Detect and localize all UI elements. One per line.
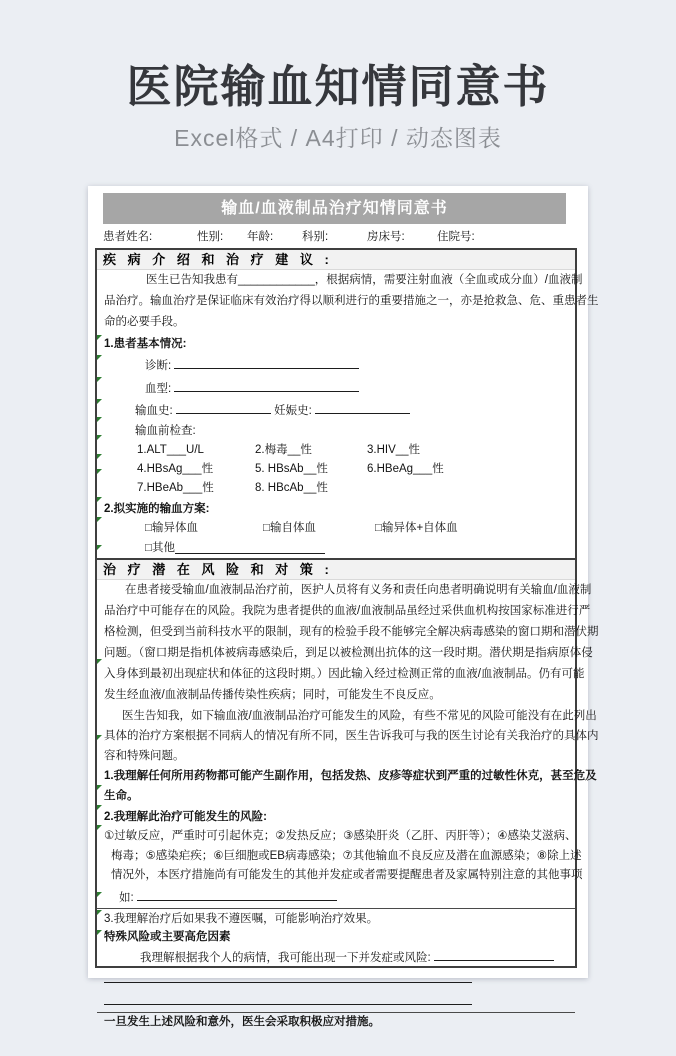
understanding-item-2: 2.我理解此治疗可能发生的风险: [104,811,267,823]
excel-flag-icon [97,659,102,664]
section-disease-intro-heading: 疾 病 介 绍 和 治 疗 建 议 : [97,250,575,270]
subsection-transfusion-plan: 2.拟实施的输血方案: [104,503,210,515]
page-subtitle: Excel格式 / A4打印 / 动态图表 [174,125,502,151]
excel-flag-icon [97,417,102,422]
lab-results-row [97,479,575,498]
age-label[interactable]: 年龄: [247,231,274,243]
excel-flag-icon [97,399,102,404]
blood-type-field [97,377,575,400]
risk-paragraph-line: 问题。（窗口期是指机体被病毒感染后，到足以被检测出抗体的这一段时期。潜伏期是指病原体侵 [104,647,593,659]
risk-paragraph-line: 发生经血液/血液制品传播传染性疾病；同时，可能发生不良反应。 [104,689,441,701]
lab-item[interactable]: 7.HBeAb___性 [137,482,214,494]
excel-flag-icon [97,825,102,830]
checkbox-autologous-blood[interactable]: □输自体血 [263,522,316,534]
other-option-blank[interactable] [175,539,325,554]
special-risk-blank[interactable] [434,946,554,961]
excel-flag-icon [97,805,102,810]
risk-other-label: 如: [119,891,134,904]
lab-item[interactable]: 8. HBcAb__性 [255,482,328,494]
page-title: 医院输血知情同意书 [126,61,550,112]
doc-title-bar: 输血/血液制品治疗知情同意书 [103,193,566,224]
doctor-note-line: 医生告知我，如下输血液/血液制品治疗可能发生的风险，有些不常见的风险可能没有在此列出 [122,710,597,722]
excel-flag-icon [97,377,102,382]
risk-paragraph-line: 在患者接受输血/血液制品治疗前，医护人员将有义务和责任向患者明确说明有关输血/血液制 [125,584,592,596]
pregnancy-history-label: 妊娠史: [274,405,312,417]
transfusion-history-label: 输血史: [135,405,173,417]
excel-flag-icon [97,517,102,522]
write-in-blank[interactable] [104,990,472,1005]
risk-paragraph-line: 格检测，但受到当前科技水平的限制，现有的检验手段不能够完全解决病毒感染的窗口期和潜伏期 [104,626,599,638]
diagnosis-blank[interactable] [174,354,359,369]
excel-flag-icon [97,469,102,474]
excel-flag-icon [97,735,102,740]
write-in-row [97,990,575,1012]
excel-flag-icon [97,454,102,459]
risk-list-line: 情况外，本医疗措施尚有可能发生的其他并发症或者需要提醒患者及家属特别注意的其他事项 [111,869,583,881]
risk-list-line: 梅毒；⑤感染疟疾；⑥巨细胞或EB病毒感染；⑦其他输血不良反应及潜在血源感染；⑧除上述 [111,849,582,862]
lab-item[interactable]: 3.HIV__性 [367,444,421,456]
lab-results-row [97,441,575,460]
risk-paragraph-line: 品治疗中可能存在的风险。我院为患者提供的血液/血液制品虽经过采供血机构按国家标准进行严 [104,605,591,617]
patient-name-label[interactable]: 患者姓名: [103,231,153,243]
pregnancy-history-blank[interactable] [315,399,410,414]
excel-flag-icon [97,545,102,550]
pre-check-label: 输血前检查: [135,424,196,437]
understanding-item-1: 生命。 [104,790,139,802]
checkbox-other[interactable]: □其他 [145,541,175,554]
section-risks-heading: 治 疗 潜 在 风 险 和 对 策 : [97,558,575,580]
document-page [88,186,599,1028]
blood-type-label: 血型: [145,382,172,395]
risk-paragraph-line: 入身体到最初出现症状和体征的这段时期。）因此输入经过检测正常的血液/血液制品。仍有可能 [104,668,585,680]
excel-flag-icon [97,355,102,360]
lab-item[interactable]: 1.ALT___U/L [137,444,204,456]
checkbox-allogeneic-blood[interactable]: □输异体血 [145,522,198,534]
lab-item[interactable]: 5. HBsAb__性 [255,463,328,475]
risk-list-line: ①过敏反应，严重时可引起休克；②发热反应；③感染肝炎（乙肝、丙肝等）；④感染艾滋病、 [104,830,577,842]
subsection-patient-basic-info: 1.患者基本情况: [104,338,187,350]
history-field [97,399,575,422]
diagnosis-field [97,354,575,377]
diagnosis-label: 诊断: [145,360,172,372]
admission-number-label[interactable]: 住院号: [437,231,475,243]
transfusion-other-row [97,539,575,559]
write-in-row [97,968,575,990]
special-risk-heading: 特殊风险或主要高危因素 [104,931,231,943]
write-in-blank[interactable] [104,968,472,983]
department-label[interactable]: 科别: [302,231,329,243]
consent-form-table [95,248,599,1028]
transfusion-options-row [97,519,575,539]
excel-flag-icon [97,497,102,502]
intro-paragraph-line: 命的必要手段。 [104,316,185,328]
excel-flag-icon [97,892,102,897]
excel-flag-icon [97,910,102,915]
bed-number-label[interactable]: 房床号: [367,231,405,243]
excel-flag-icon [97,335,102,340]
excel-flag-icon [97,785,102,790]
excel-flag-icon [97,435,102,440]
transfusion-history-blank[interactable] [176,399,271,414]
patient-info-row [103,227,573,247]
special-risk-text: 我理解根据我个人的病情，我可能出现一下并发症或风险: [140,952,431,964]
checkbox-allogeneic-plus-autologous[interactable]: □输异体+自体血 [375,522,458,534]
final-note: 一旦发生上述风险和意外，医生会采取积极应对措施。 [97,1012,575,1031]
lab-results-row [97,460,575,479]
lab-item[interactable]: 6.HBeAg___性 [367,463,444,475]
risk-other-blank[interactable] [137,886,337,901]
lab-item[interactable]: 2.梅毒__性 [255,444,312,456]
excel-flag-icon [97,930,102,935]
doctor-note-line: 容和特殊问题。 [104,750,185,762]
gender-label[interactable]: 性别: [197,231,224,243]
special-risk-statement [97,946,575,968]
intro-paragraph-line: 品治疗。输血治疗是保证临床有效治疗得以顺利进行的重要措施之一，亦是抢救急、危、重患者生 [104,295,599,307]
understanding-item-1: 1.我理解任何所用药物都可能产生副作用，包括发热、皮疹等症状到严重的过敏性休克，甚至危及 [104,770,597,782]
doctor-note-line: 具体的治疗方案根据不同病人的情况有所不同，医生告诉我可与我的医生讨论有关我治疗的具体内 [104,730,599,742]
intro-paragraph-line: 医生已告知我患有____________，根据病情，需要注射血液（全血或成分血）/血液制 [146,274,583,286]
pre-check-label-row [97,422,575,442]
blood-type-blank[interactable] [174,377,359,392]
understanding-item-3: 3.我理解治疗后如果我不遵医嘱，可能影响治疗效果。 [97,908,575,928]
lab-item[interactable]: 4.HBsAg___性 [137,463,214,475]
risk-other-row [97,886,575,909]
